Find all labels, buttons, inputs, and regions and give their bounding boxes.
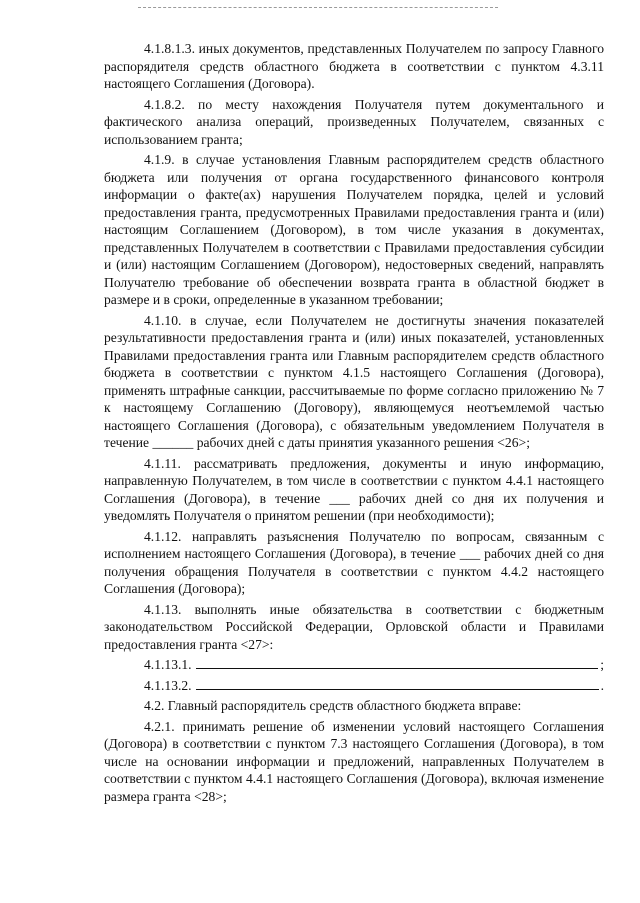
paragraph-4-1-13: 4.1.13. выполнять иные обязательства в соответствии с бюджетным законодательством Российской Федерации, Орловской области и Правилами предоставления гранта <27>: — [104, 601, 604, 652]
paragraph-text: рабочих дней со дня их получения и уведомлять Получателя о принятом решении (при необходимости); — [104, 490, 604, 523]
fill-line-label: 4.1.13.2. — [144, 677, 192, 693]
fill-line-label: 4.1.13.1. — [144, 657, 192, 672]
paragraph-text: рабочих дней с даты принятия указанного решения <26>; — [196, 435, 530, 450]
paragraph-4-1-11 — [104, 455, 604, 525]
paragraph-4-1-10 — [104, 312, 604, 452]
header-rule — [138, 7, 498, 8]
fill-line-rule — [196, 656, 599, 669]
paragraph-text: 4.1.10. в случае, если Получателем не достигнуты значения показателей результативности предоставления гранта и (или) иных показателей, установленных Правилами предоставления гранта или Главным распорядителем средств областного бюджета в соответствии с пунктом 4.1.5 настоящего Соглашения (Договора), применять штрафные санкции, рассчитываемые по форме согласно приложению № 7 к настоящему Соглашению (Договору), являющемуся неотъемлемой частью настоящего Соглашения (Договора), с обязательным уведомлением Получателя в течение — [104, 312, 604, 450]
paragraph-text: рабочих дней со дня получения обращения Получателя в соответствии с пунктом 4.4.2 настоящего Соглашения (Договора); — [104, 546, 604, 596]
fill-line-end: . — [600, 677, 604, 693]
paragraph-text: 4.1.12. направлять разъяснения Получателю по вопросам, связанным с исполнением настоящего Соглашения (Договора), в течение — [104, 528, 604, 561]
fill-line-rule — [196, 677, 599, 690]
paragraph-4-2: 4.2. Главный распорядитель средств областного бюджета вправе: — [144, 698, 522, 713]
blank-days: ______ — [152, 435, 194, 450]
fill-line-4-1-13-1 — [104, 656, 604, 674]
paragraph-text: 4.1.11. рассматривать предложения, документы и иную информацию, направленную Получателем, в том числе в соответствии с пунктом 4.4.1 настоящего Соглашения (Договора), в течение — [104, 455, 604, 506]
fill-line-4-1-13-2 — [104, 677, 604, 695]
fill-line-end: ; — [600, 657, 604, 672]
document-body — [104, 40, 604, 805]
blank-days: ___ — [459, 546, 481, 561]
paragraph-4-1-8-2: 4.1.8.2. по месту нахождения Получателя путем документального и фактического анализа операций, произведенных Получателем, связанных с использованием гранта; — [104, 96, 604, 147]
blank-days: ___ — [329, 490, 350, 506]
paragraph-4-1-12 — [104, 528, 604, 598]
paragraph-4-2-1: 4.2.1. принимать решение об изменении условий настоящего Соглашения (Договора) в соответствии с пунктом 7.3 настоящего Соглашения (Договора), в том числе на основании информации и предложений, направленных Получателем в соответствии с пунктом 4.4.1 настоящего Соглашения (Договора), включая изменение размера гранта <28>; — [104, 718, 604, 804]
paragraph-4-1-9: 4.1.9. в случае установления Главным распорядителем средств областного бюджета или получения от органа государственного финансового контроля информации о факте(ах) нарушения Получателем порядка, целей и условий предоставления гранта, предусмотренных Правилами предоставления гранта и (или) настоящим Соглашением (Договором), в том числе указания в документах, представленных Получателем в соответствии с Правилами предоставления субсидии и (или) настоящим Соглашением (Договором), недостоверных сведений, направлять Получателю требование об обеспечении возврата гранта в областной бюджет в размере и в сроки, определенные в указанном требовании; — [104, 152, 604, 307]
paragraph-4-1-8-1-3: 4.1.8.1.3. иных документов, представленных Получателем по запросу Главного распорядителя средств областного бюджета в соответствии с пунктом 4.3.11 настоящего Соглашения (Договора). — [104, 41, 604, 91]
